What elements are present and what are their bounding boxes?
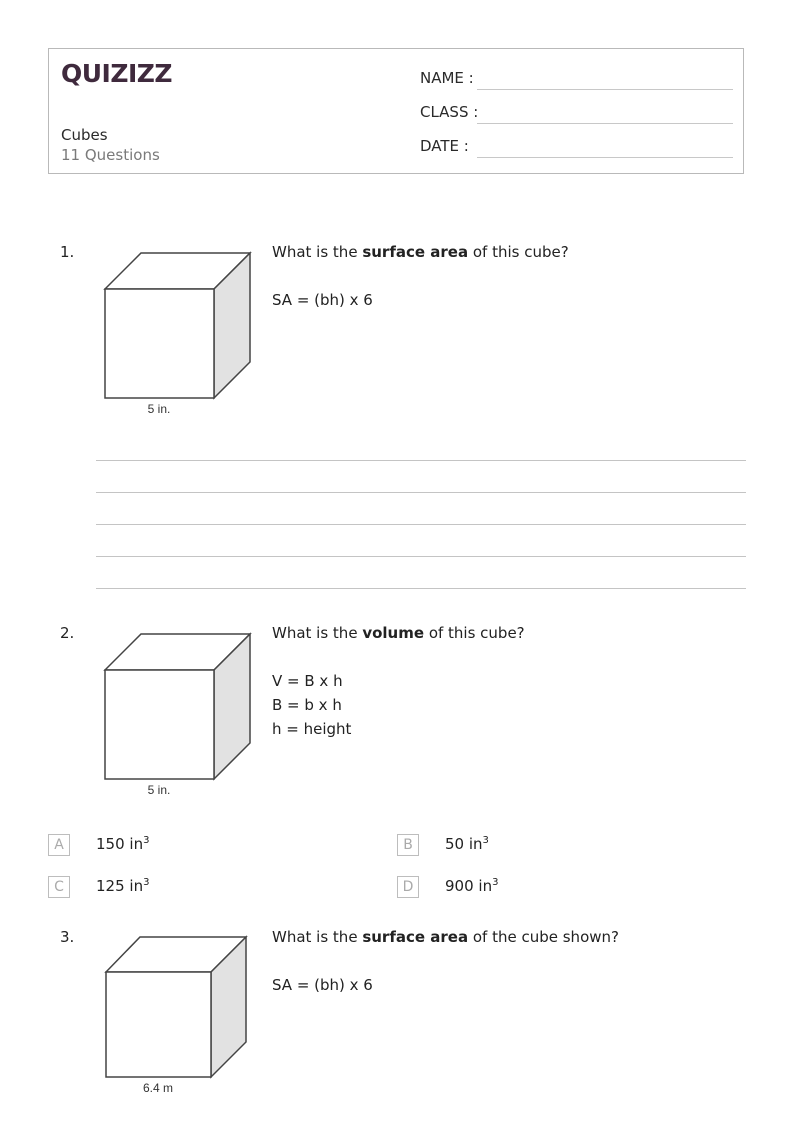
cube-diagram — [100, 629, 255, 801]
formula: B = b x h — [272, 696, 342, 714]
cube-edge-label: 5 in. — [147, 402, 171, 416]
option-d-text[interactable]: 900 $in^3$ — [445, 877, 499, 895]
date-label: DATE : — [420, 137, 469, 155]
cube-diagram — [100, 932, 255, 1100]
answer-line[interactable] — [96, 460, 746, 461]
class-field[interactable] — [477, 123, 733, 124]
formula: SA = (bh) x 6 — [272, 976, 373, 994]
question-count: 11 Questions — [61, 146, 160, 164]
worksheet-title: Cubes — [61, 126, 108, 144]
option-b-text[interactable]: 50 $in^3$ — [445, 835, 489, 853]
option-c-text[interactable]: 125 $in^3$ — [96, 877, 150, 895]
option-b-marker[interactable]: B — [397, 834, 419, 856]
option-d-marker[interactable]: D — [397, 876, 419, 898]
option-a-marker[interactable]: A — [48, 834, 70, 856]
class-label: CLASS : — [420, 103, 479, 121]
question-number: 1. — [60, 243, 75, 261]
answer-line[interactable] — [96, 588, 746, 589]
formula: SA = (bh) x 6 — [272, 291, 373, 309]
formula: V = B x h — [272, 672, 343, 690]
option-c-marker[interactable]: C — [48, 876, 70, 898]
formula: h = height — [272, 720, 352, 738]
question-number: 3. — [60, 928, 75, 946]
worksheet-header — [48, 48, 744, 174]
cube-edge-label: 6.4 m — [142, 1081, 174, 1095]
answer-line[interactable] — [96, 492, 746, 493]
answer-line[interactable] — [96, 524, 746, 525]
option-a-text[interactable]: 150 $in^3$ — [96, 835, 150, 853]
cube-diagram — [100, 248, 255, 420]
question-text: What is the volume of this cube? V = B x h B = b x h h = height — [272, 621, 525, 741]
answer-line[interactable] — [96, 556, 746, 557]
name-label: NAME : — [420, 69, 474, 87]
question-text: What is the surface area of this cube? SA = (bh) x 6 — [272, 240, 569, 312]
name-field[interactable] — [477, 89, 733, 90]
date-field[interactable] — [477, 157, 733, 158]
cube-edge-label: 5 in. — [147, 783, 171, 797]
quizizz-logo: QUIZIZZ — [61, 59, 173, 88]
question-text: What is the surface area of the cube shown? SA = (bh) x 6 — [272, 925, 619, 997]
question-number: 2. — [60, 624, 75, 642]
